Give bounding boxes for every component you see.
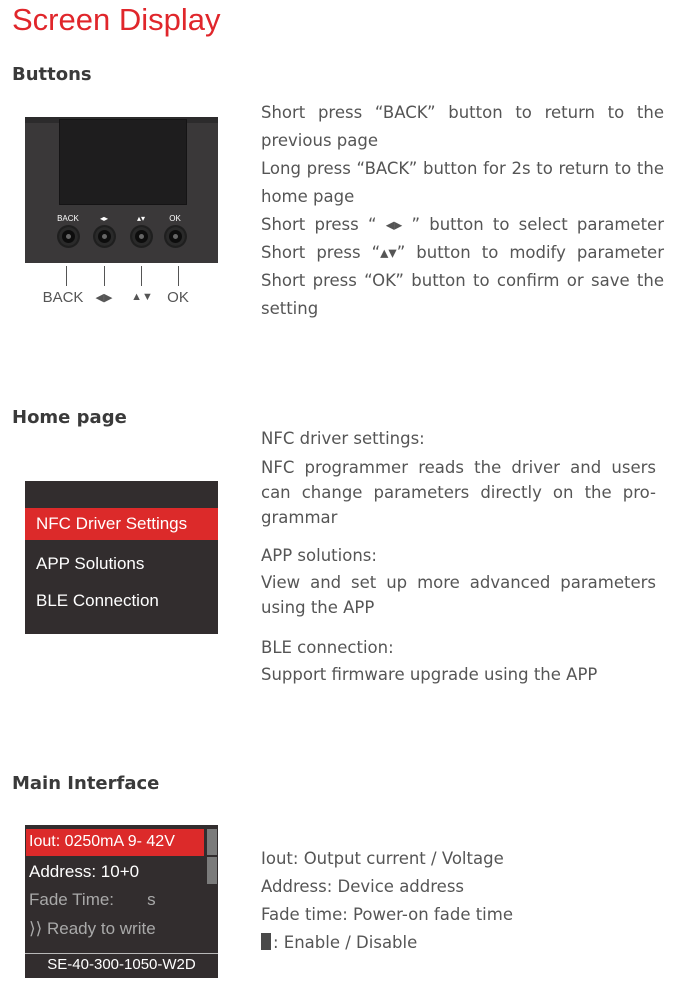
tick-left-right xyxy=(104,266,105,286)
main-line-4 xyxy=(261,929,661,957)
device-label-ok: OK xyxy=(169,214,181,223)
row-address[interactable]: Address: 10+0 xyxy=(29,862,140,881)
section-heading-buttons: Buttons xyxy=(12,64,92,85)
buttons-line-1: Short press “BACK” button to return to the previous page xyxy=(261,103,664,150)
main-line-3: Fade time: Power-on fade time xyxy=(261,905,513,924)
menu-item-ble-connection[interactable]: BLE Connection xyxy=(36,591,159,610)
tick-back xyxy=(66,266,67,286)
app-body: View and set up more advanced parameters using the APP xyxy=(261,573,656,617)
page-title: Screen Display xyxy=(12,2,221,37)
scrollbar-divider xyxy=(207,855,217,857)
row-fade-time[interactable]: Fade Time: s xyxy=(29,890,156,909)
nfc-body: NFC programmer reads the driver and users can change parameters directly on the pro-grammar xyxy=(261,458,656,527)
up-down-button[interactable] xyxy=(132,227,151,246)
device-label-up-down: ▴▾ xyxy=(136,214,146,223)
ble-title: BLE connection: xyxy=(261,638,394,657)
row-iout[interactable]: Iout: 0250mA 9- 42V xyxy=(29,833,175,850)
ok-button[interactable] xyxy=(166,227,185,246)
tick-ok xyxy=(178,266,179,286)
under-label-left-right: ◀▶ xyxy=(95,292,113,304)
scrollbar-legend-icon xyxy=(261,933,271,950)
buttons-line-5: Short press “OK” button to confirm or save the setting xyxy=(261,271,664,318)
tick-up-down xyxy=(141,266,142,286)
main-interface-panel xyxy=(25,825,218,978)
under-label-back: BACK xyxy=(42,289,84,306)
under-label-up-down: ▲▼ xyxy=(131,291,153,303)
ble-body: Support firmware upgrade using the APP xyxy=(261,665,598,684)
menu-item-app-solutions[interactable]: APP Solutions xyxy=(36,554,145,573)
buttons-line-4: Short press “▴▾” button to modify parameter xyxy=(261,243,664,262)
section-heading-main: Main Interface xyxy=(12,773,160,794)
device-panel xyxy=(25,117,218,263)
menu-item-label: NFC Driver Settings xyxy=(36,514,188,533)
menu-item-nfc-settings[interactable] xyxy=(25,508,218,540)
device-screen xyxy=(59,119,187,205)
device-label-left-right: ◂▸ xyxy=(99,214,109,223)
buttons-line-3: Short press “ ◂▸ ” button to select parameter xyxy=(261,215,664,234)
row-ready-to-write[interactable]: ⟩⟩ Ready to write xyxy=(29,919,156,938)
back-button[interactable] xyxy=(59,227,78,246)
section-heading-home: Home page xyxy=(12,407,127,428)
main-line-4-text: : Enable / Disable xyxy=(273,933,418,952)
buttons-line-2: Long press “BACK” button for 2s to return to the home page xyxy=(261,159,664,206)
main-line-2: Address: Device address xyxy=(261,877,465,896)
home-menu-panel xyxy=(25,481,218,634)
model-number: SE-40-300-1050-W2D xyxy=(47,956,196,973)
app-title: APP solutions: xyxy=(261,546,377,565)
main-line-1: Iout: Output current / Voltage xyxy=(261,849,504,868)
left-right-button[interactable] xyxy=(95,227,114,246)
device-label-back: BACK xyxy=(57,214,79,223)
home-description xyxy=(261,426,656,687)
footer-divider xyxy=(25,953,218,954)
under-label-ok: OK xyxy=(167,289,189,306)
nfc-title: NFC driver settings: xyxy=(261,429,425,448)
main-description xyxy=(261,845,661,957)
buttons-description xyxy=(261,99,664,323)
